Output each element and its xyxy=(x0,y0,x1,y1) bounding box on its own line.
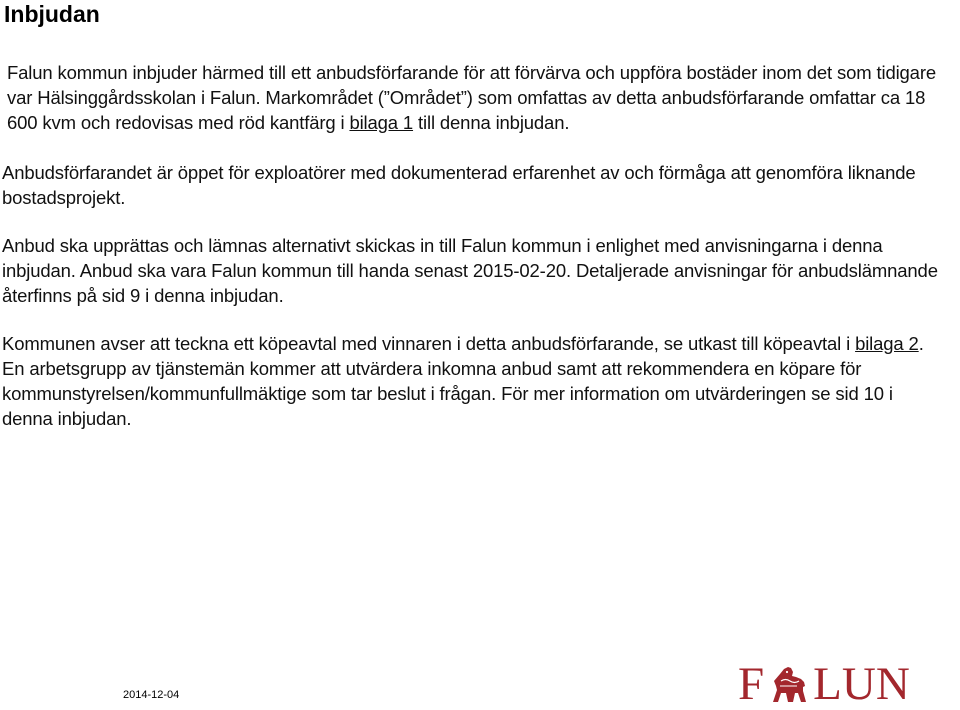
logo-letter-l: L xyxy=(813,658,842,710)
paragraph-text: Kommunen avser att teckna ett köpeavtal med vinnaren i detta anbudsförfarande, se utkast till köpeavtal i xyxy=(2,333,856,354)
falun-logo xyxy=(738,658,954,710)
paragraph-text: till denna inbjudan. xyxy=(413,112,570,133)
page-title: Inbjudan xyxy=(4,1,100,27)
paragraph-text: Falun kommun inbjuder härmed till ett anbudsförfarande för att förvärva och uppföra bostäder inom det som tidigare var Hälsinggårdsskolan i Falun. Markområdet (”Området”) som omfattas av detta anbudsförfarande omfattar ca 18 600 kvm och redovisas med röd kantfärg i xyxy=(7,62,936,133)
logo-letter-n: N xyxy=(875,658,910,710)
document-body xyxy=(2,60,938,431)
logo-letter-u: U xyxy=(841,658,876,710)
dala-horse-icon xyxy=(766,664,812,704)
paragraph-submission xyxy=(2,233,938,308)
paragraph-text: Anbud ska upprättas och lämnas alternativt skickas in till Falun kommun i enlighet med anvisningarna i denna inbjudan. Anbud ska vara Falun kommun till handa senast 2015-02-20. Detaljerade anvisningar för anbudslämnande återfinns på sid 9 i denna inbjudan. xyxy=(2,235,938,306)
paragraph-text: . En arbetsgrupp av tjänstemän kommer att utvärdera inkomna anbud samt att rekommendera en köpare för kommunstyrelsen/kommunfullmäktige som tar beslut i frågan. För mer information om utvärderingen se sid 10 i denna inbjudan. xyxy=(2,333,924,429)
bilaga-2-link[interactable]: bilaga 2 xyxy=(855,333,919,354)
paragraph-agreement xyxy=(2,331,938,431)
footer-date: 2014-12-04 xyxy=(123,689,180,701)
logo-letter-f: F xyxy=(738,658,765,710)
paragraph-text: Anbudsförfarandet är öppet för exploatörer med dokumenterad erfarenhet av och förmåga att genomföra liknande bostadsprojekt. xyxy=(2,162,916,208)
logo-wordmark xyxy=(738,658,910,710)
bilaga-1-link[interactable]: bilaga 1 xyxy=(349,112,414,133)
paragraph-invitation xyxy=(2,60,938,135)
paragraph-eligibility xyxy=(2,160,938,210)
